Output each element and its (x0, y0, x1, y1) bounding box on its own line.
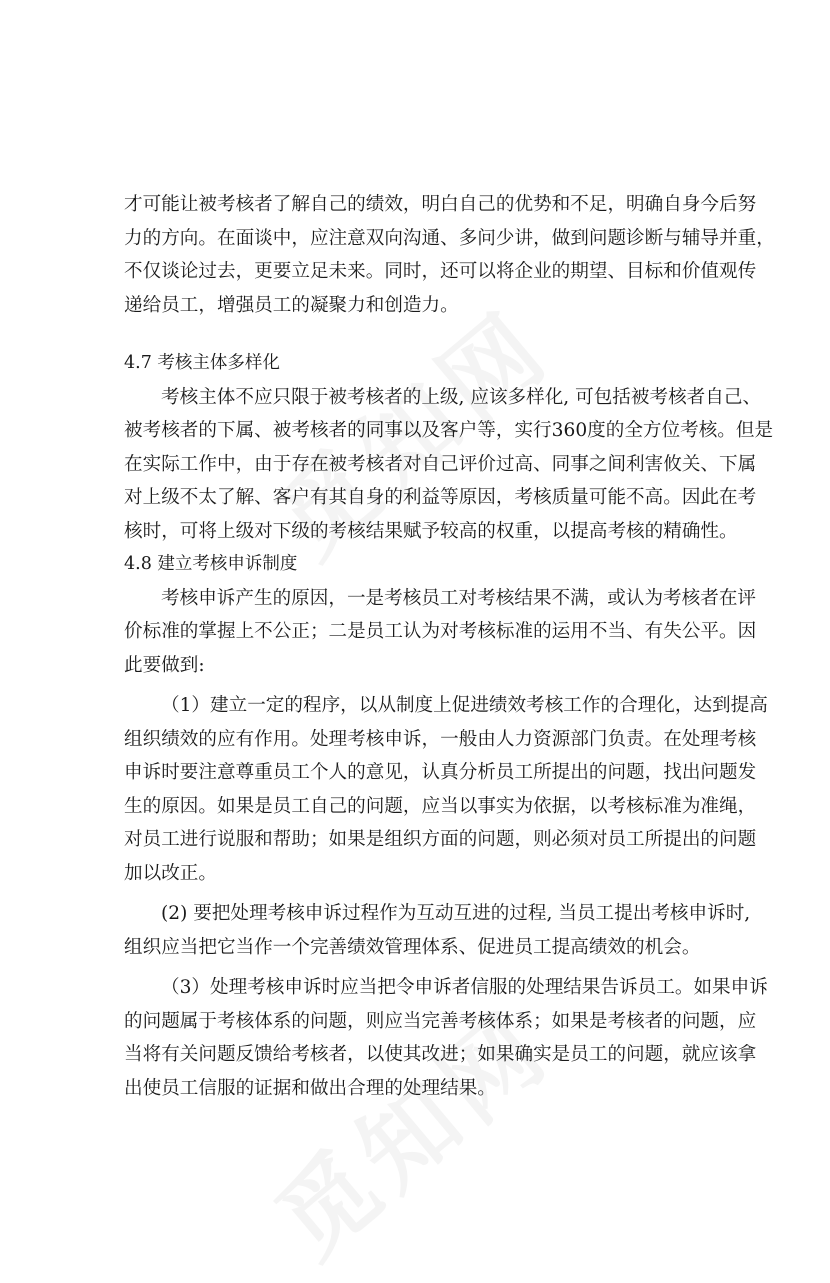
section-heading: 4.7 考核主体多样化 (124, 353, 280, 373)
paragraph (124, 897, 751, 964)
text-line: 力的方向。在面谈中，应注意双向沟通、多问少讲，做到问题诊断与辅导并重， (124, 227, 775, 249)
paragraph (124, 582, 757, 683)
text-line: 价标准的掌握上不公正；二是员工认为对考核标准的运用不当、有失公平。因 (124, 621, 757, 642)
text-line: 被考核者的下属、被考核者的同事以及客户等，实行360度的全方位考核。但是 (124, 420, 774, 441)
document-body (124, 188, 775, 1105)
text-line: 对上级不太了解、客户有其自身的利益等原因，考核质量可能不高。因此在考 (124, 487, 757, 508)
text-line: 递给员工，增强员工的凝聚力和创造力。 (124, 294, 459, 316)
text-line: 出使员工信服的证据和做出合理的处理结果。 (124, 1077, 496, 1099)
text-line: 生的原因。如果是员工自己的问题，应当以事实为依据，以考核标准为准绳， (124, 795, 757, 817)
text-line: 对员工进行说服和帮助；如果是组织方面的问题，则必须对员工所提出的问题 (124, 829, 757, 850)
paragraph (124, 188, 775, 322)
paragraph (124, 689, 768, 890)
text-line: 加以改正。 (124, 862, 217, 884)
text-line: （3）处理考核申诉时应当把令申诉者信服的处理结果告诉员工。如果申诉 (161, 977, 768, 998)
text-line: 组织绩效的应有作用。处理考核申诉，一般由人力资源部门负责。在处理考核 (124, 728, 757, 750)
text-line: （1）建立一定的程序，以从制度上促进绩效考核工作的合理化，达到提高 (161, 695, 768, 716)
text-line: 才可能让被考核者了解自己的绩效，明白自己的优势和不足，明确自身今后努 (124, 194, 757, 215)
text-line: 不仅谈论过去，更要立足未来。同时，还可以将企业的期望、目标和价值观传 (124, 261, 757, 282)
text-line: 在实际工作中，由于存在被考核者对自己评价过高、同事之间利害攸关、下属 (124, 453, 757, 475)
section-heading: 4.8 建立考核申诉制度 (124, 554, 298, 574)
text-line: 申诉时要注意尊重员工个人的意见，认真分析员工所提出的问题，找出问题发 (124, 762, 757, 783)
text-line: 核时，可将上级对下级的考核结果赋予较高的权重，以提高考核的精确性。 (124, 520, 738, 542)
text-line: 组织应当把它当作一个完善绩效管理体系、促进员工提高绩效的机会。 (124, 936, 701, 958)
text-line: 考核主体不应只限于被考核者的上级, 应该多样化, 可包括被考核者自己、 (161, 386, 762, 408)
paragraph (124, 381, 774, 549)
text-line: 当将有关问题反馈给考核者，以使其改进；如果确实是员工的问题，就应该拿 (124, 1044, 757, 1065)
text-line: (2) 要把处理考核申诉过程作为互动互进的过程, 当员工提出考核申诉时, (161, 903, 751, 924)
text-line: 此要做到: (124, 654, 205, 676)
text-line: 考核申诉产生的原因，一是考核员工对考核结果不满，或认为考核者在评 (161, 587, 757, 609)
text-line: 的问题属于考核体系的问题，则应当完善考核体系；如果是考核者的问题，应 (124, 1010, 757, 1032)
paragraph (124, 971, 768, 1105)
